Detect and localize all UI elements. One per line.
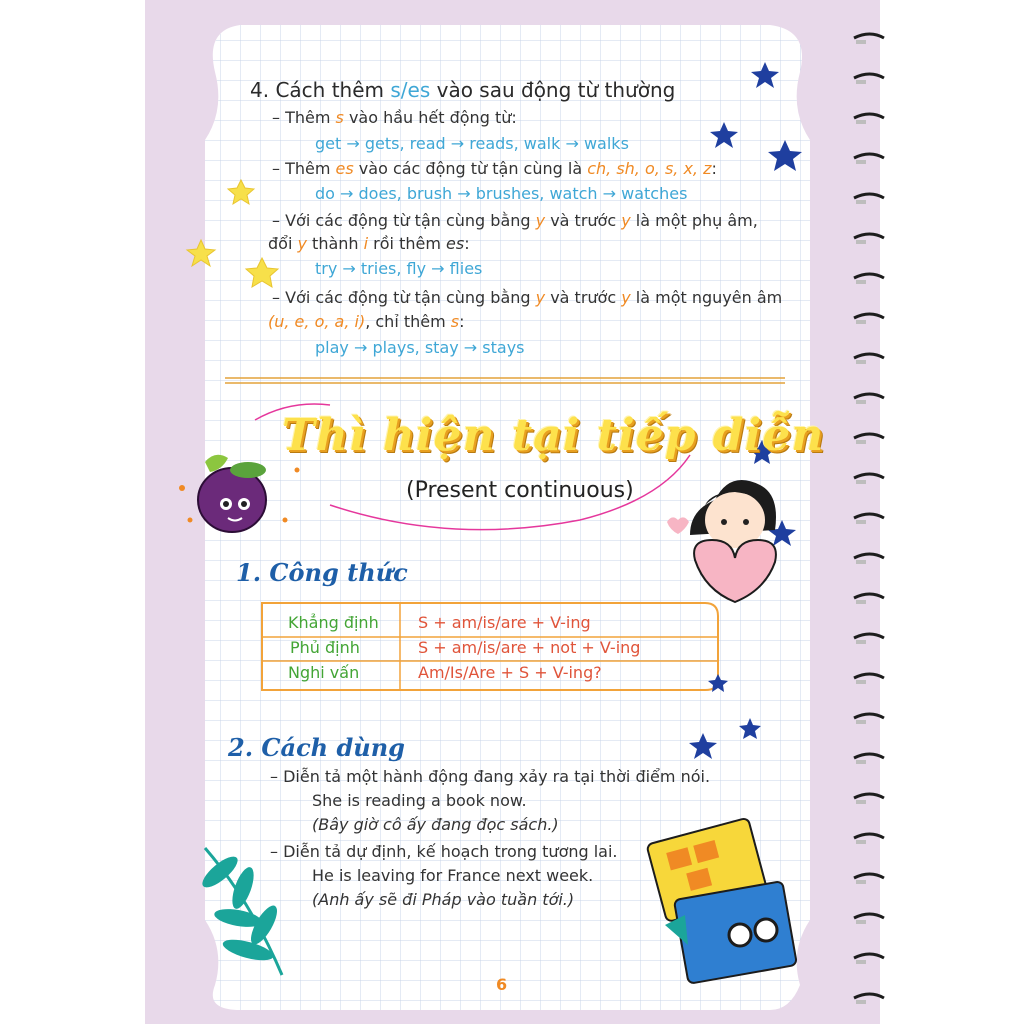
formula-affirmative: S + am/is/are + V-ing — [418, 613, 591, 632]
rule-highlight: y — [621, 211, 631, 230]
rule-highlight: es — [335, 159, 354, 178]
example4: play → plays, stay → stays — [315, 338, 525, 357]
usage-item2-translation: (Anh ấy sẽ đi Pháp vào tuần tới.) — [312, 890, 575, 909]
heading-text: 4. Cách thêm — [250, 78, 391, 102]
rule-highlight: (u, e, o, a, i) — [268, 312, 366, 331]
formula-negative: S + am/is/are + not + V-ing — [418, 638, 641, 657]
rule-text: : — [711, 159, 717, 178]
page-number: 6 — [496, 975, 508, 994]
rule3-line1 — [272, 211, 758, 231]
rule-highlight: ch, sh, o, s, x, z — [587, 159, 712, 178]
example3: try → tries, fly → flies — [315, 259, 483, 278]
rule-text: – Thêm — [272, 159, 336, 178]
usage-item1-example: She is reading a book now. — [312, 791, 527, 810]
rule-text: vào hầu hết động từ: — [343, 108, 517, 127]
rule-highlight: i — [363, 234, 369, 253]
rule-text: vào các động từ tận cùng là — [353, 159, 588, 178]
example2: do → does, brush → brushes, watch → watches — [315, 184, 688, 203]
rule-highlight: y — [621, 288, 631, 307]
rule3-line2 — [268, 234, 470, 254]
rule-text: : — [459, 312, 465, 331]
formula-label-affirmative: Khẳng định — [288, 613, 379, 632]
usage-item1: – Diễn tả một hành động đang xảy ra tại thời điểm nói. — [270, 767, 711, 786]
rule-highlight: y — [297, 234, 307, 253]
rule-text: rồi thêm — [368, 234, 446, 253]
section4-heading — [250, 80, 675, 100]
formula-label-negative: Phủ định — [290, 638, 360, 657]
example1: get → gets, read → reads, walk → walks — [315, 134, 629, 153]
rule-highlight: s — [335, 108, 344, 127]
rule-text: và trước — [545, 288, 622, 307]
rule-text: là một phụ âm, — [630, 211, 758, 230]
rule-highlight: y — [535, 288, 546, 307]
rule-text: – Với các động từ tận cùng bằng — [272, 211, 536, 230]
rule-highlight: s — [450, 312, 460, 331]
rule-text: đổi — [268, 234, 298, 253]
usage-item2-example: He is leaving for France next week. — [312, 866, 594, 885]
usage-item1-translation: (Bây giờ cô ấy đang đọc sách.) — [312, 815, 559, 834]
rule-text: và trước — [545, 211, 622, 230]
formula-heading: 1. Công thức — [236, 558, 408, 587]
tense-title: Thì hiện tại tiếp diễn — [282, 410, 825, 461]
rule-text: thành — [306, 234, 364, 253]
rule-text: : — [464, 234, 470, 253]
rule-text: – Với các động từ tận cùng bằng — [272, 288, 536, 307]
rule1 — [272, 108, 517, 128]
rule2 — [272, 159, 717, 179]
rule-text: , chỉ thêm — [365, 312, 451, 331]
formula-label-question: Nghi vấn — [288, 663, 360, 682]
tense-subtitle: (Present continuous) — [406, 478, 634, 503]
rule4-line1 — [272, 288, 782, 308]
rule-highlight: y — [535, 211, 546, 230]
rule-text: – Thêm — [272, 108, 336, 127]
mangosteen-sticker — [198, 455, 266, 532]
rule-highlight: es — [446, 234, 465, 253]
rule4-line2 — [268, 312, 465, 332]
usage-item2: – Diễn tả dự định, kế hoạch trong tương lai. — [270, 842, 618, 861]
heading-highlight: s/es — [390, 78, 431, 102]
formula-question: Am/Is/Are + S + V-ing? — [418, 663, 602, 682]
rule-text: là một nguyên âm — [630, 288, 783, 307]
heading-text: vào sau động từ thường — [430, 78, 676, 102]
usage-heading: 2. Cách dùng — [228, 733, 405, 762]
